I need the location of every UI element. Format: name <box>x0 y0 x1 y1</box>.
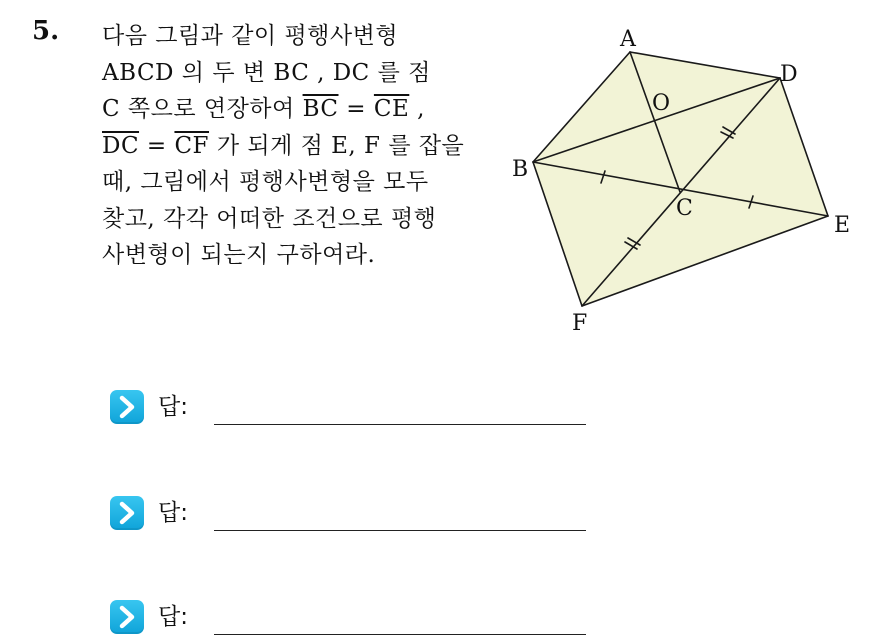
answer-blank[interactable] <box>214 634 586 635</box>
label-A: A <box>620 27 636 52</box>
segment-label: $\overline{CF}$ <box>174 132 210 159</box>
question-line <box>102 18 482 55</box>
question-line <box>102 164 482 201</box>
label-D: D <box>780 62 798 87</box>
answer-blank[interactable] <box>214 424 586 425</box>
text-segment: = <box>338 96 374 122</box>
question-line <box>102 201 482 238</box>
segment-label: $\overline{BC}$ <box>302 96 339 122</box>
label-B: B <box>512 157 529 182</box>
text-segment: 사변형이 되는지 구하여라. <box>102 242 376 268</box>
chevron-right-icon <box>110 600 144 634</box>
question-number: 5. <box>32 16 60 46</box>
question-line <box>102 91 482 128</box>
segment-label: $\overline{DC}$ <box>102 132 140 159</box>
label-E: E <box>834 213 851 238</box>
answer-label: 답: <box>158 500 188 526</box>
answer-label: 답: <box>158 394 188 420</box>
answer-blank[interactable] <box>214 530 586 531</box>
text-segment: 다음 그림과 같이 평행사변형 <box>102 23 399 49</box>
question-line <box>102 55 482 92</box>
text-segment: 때, 그림에서 평행사변형을 모두 <box>102 169 429 195</box>
text-segment: 찾고, 각각 어떠한 조건으로 평행 <box>102 205 437 232</box>
label-F: F <box>572 311 588 336</box>
text-segment: ABCD 의 두 변 BC , DC 를 점 <box>102 59 431 86</box>
text-segment: 가 되게 점 E, F 를 잡을 <box>209 132 465 159</box>
question-line <box>102 237 482 274</box>
parallelogram-figure <box>500 20 860 340</box>
segment-label: $\overline{CE}$ <box>373 96 410 122</box>
text-segment: , <box>409 96 425 122</box>
text-segment: = <box>139 132 175 159</box>
question-text <box>102 18 482 274</box>
question-line <box>102 128 482 165</box>
chevron-right-icon <box>110 496 144 530</box>
chevron-right-icon <box>110 390 144 424</box>
label-C: C <box>676 196 693 221</box>
text-segment: C 쪽으로 연장하여 <box>102 96 303 122</box>
label-O: O <box>652 91 671 116</box>
answer-label: 답: <box>158 604 188 630</box>
